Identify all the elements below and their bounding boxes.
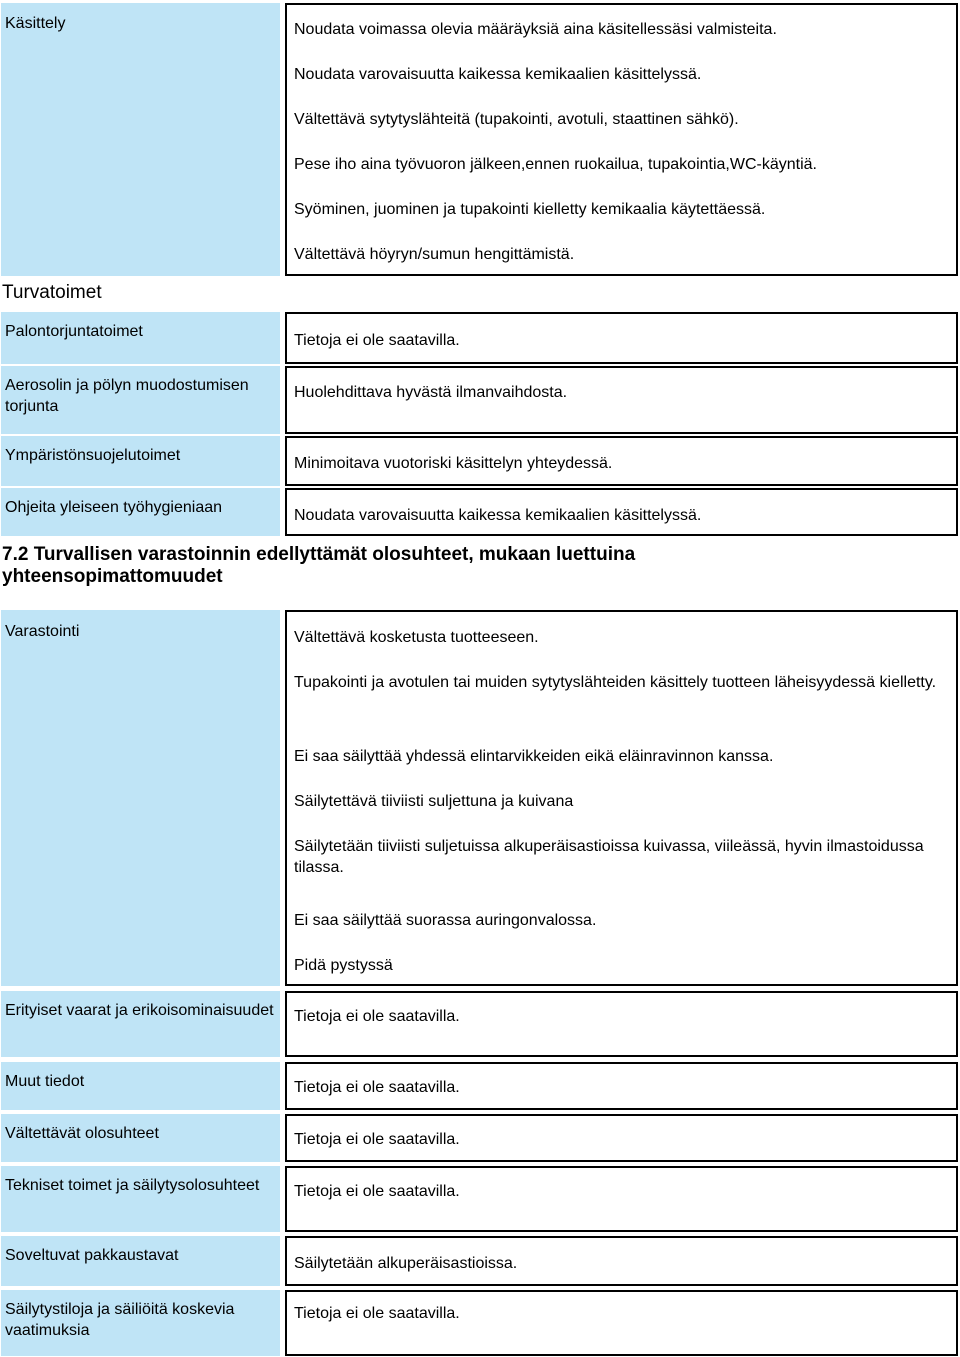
safety-row-value (285, 366, 958, 434)
storage-line: Vältettävä kosketusta tuotteeseen. (294, 629, 539, 646)
handling-line: Vältettävä höyryn/sumun hengittämistä. (294, 246, 575, 263)
storage-line: Tupakointi ja avotulen tai muiden sytytyslähteiden käsittely tuotteen läheisyydessä kielletty. (294, 674, 937, 691)
safety-heading: Turvatoimet (2, 282, 102, 303)
safety-row-fire (0, 312, 960, 364)
section-7-2-heading: 7.2 Turvallisen varastoinnin edellyttämät olosuhteet, mukaan luettuina yhteensopimattomuudet (2, 544, 636, 587)
other-row-value (285, 1166, 958, 1232)
other-row-text: Tietoja ei ole saatavilla. (294, 1008, 460, 1025)
other-row-avoid-conditions (0, 1114, 960, 1162)
storage-label: Varastointi (1, 610, 280, 986)
handling-line: Noudata varovaisuutta kaikessa kemikaalien käsittelyssä. (294, 66, 702, 83)
other-row-packaging (0, 1236, 960, 1286)
safety-row-value (285, 312, 958, 364)
safety-row-text: Huolehdittava hyvästä ilmanvaihdosta. (294, 384, 568, 401)
other-row-other-info (0, 1062, 960, 1110)
other-row-value (285, 991, 958, 1057)
other-row-label: Tekniset toimet ja säilytysolosuhteet (1, 1166, 280, 1232)
safety-row-value (285, 436, 958, 486)
safety-row-label: Palontorjuntatoimet (1, 312, 280, 364)
other-row-value (285, 1290, 958, 1356)
other-row-label: Erityiset vaarat ja erikoisominaisuudet (1, 991, 280, 1057)
safety-row-text: Minimoitava vuotoriski käsittelyn yhteydessä. (294, 455, 613, 472)
storage-value (285, 610, 958, 986)
safety-row-label: Ympäristönsuojelutoimet (1, 436, 280, 486)
handling-label: Käsittely (1, 3, 280, 276)
other-row-label: Vältettävät olosuhteet (1, 1114, 280, 1162)
storage-line: Pidä pystyssä (294, 957, 393, 974)
safety-row-environment (0, 436, 960, 486)
other-row-text: Tietoja ei ole saatavilla. (294, 1079, 460, 1096)
other-row-special-hazards (0, 991, 960, 1057)
safety-row-label: Ohjeita yleiseen työhygieniaan (1, 488, 280, 536)
other-row-value (285, 1236, 958, 1286)
handling-value (285, 3, 958, 276)
other-row-label: Soveltuvat pakkaustavat (1, 1236, 280, 1286)
other-row-value (285, 1062, 958, 1110)
other-row-text: Säilytetään alkuperäisastioissa. (294, 1255, 518, 1272)
storage-line: Säilytettävä tiiviisti suljettuna ja kuivana (294, 793, 574, 810)
other-row-text: Tietoja ei ole saatavilla. (294, 1131, 460, 1148)
other-row-label: Säilytystiloja ja säiliöitä koskevia vaatimuksia (1, 1290, 280, 1356)
other-row-storage-requirements (0, 1290, 960, 1356)
other-row-text: Tietoja ei ole saatavilla. (294, 1305, 460, 1322)
other-row-value (285, 1114, 958, 1162)
safety-row-hygiene (0, 488, 960, 536)
safety-row-text: Noudata varovaisuutta kaikessa kemikaalien käsittelyssä. (294, 507, 702, 524)
other-row-text: Tietoja ei ole saatavilla. (294, 1183, 460, 1200)
safety-row-label: Aerosolin ja pölyn muodostumisen torjunta (1, 366, 280, 434)
handling-line: Noudata voimassa olevia määräyksiä aina käsitellessäsi valmisteita. (294, 21, 777, 38)
safety-row-value (285, 488, 958, 536)
handling-line: Syöminen, juominen ja tupakointi kielletty kemikaalia käytettäessä. (294, 201, 766, 218)
handling-line: Vältettävä sytytyslähteitä (tupakointi, avotuli, staattinen sähkö). (294, 111, 739, 128)
storage-line: Ei saa säilyttää yhdessä elintarvikkeiden eikä eläinravinnon kanssa. (294, 748, 774, 765)
storage-line: Ei saa säilyttää suorassa auringonvalossa. (294, 912, 597, 929)
other-row-technical (0, 1166, 960, 1232)
safety-row-aerosol (0, 366, 960, 434)
safety-row-text: Tietoja ei ole saatavilla. (294, 332, 460, 349)
handling-line: Pese iho aina työvuoron jälkeen,ennen ruokailua, tupakointia,WC-käyntiä. (294, 156, 817, 173)
handling-row (0, 3, 960, 276)
other-row-label: Muut tiedot (1, 1062, 280, 1110)
storage-row (0, 610, 960, 986)
storage-line: Säilytetään tiiviisti suljetuissa alkuperäisastioissa kuivassa, viileässä, hyvin ilmastoidussa tilassa. (294, 838, 924, 876)
